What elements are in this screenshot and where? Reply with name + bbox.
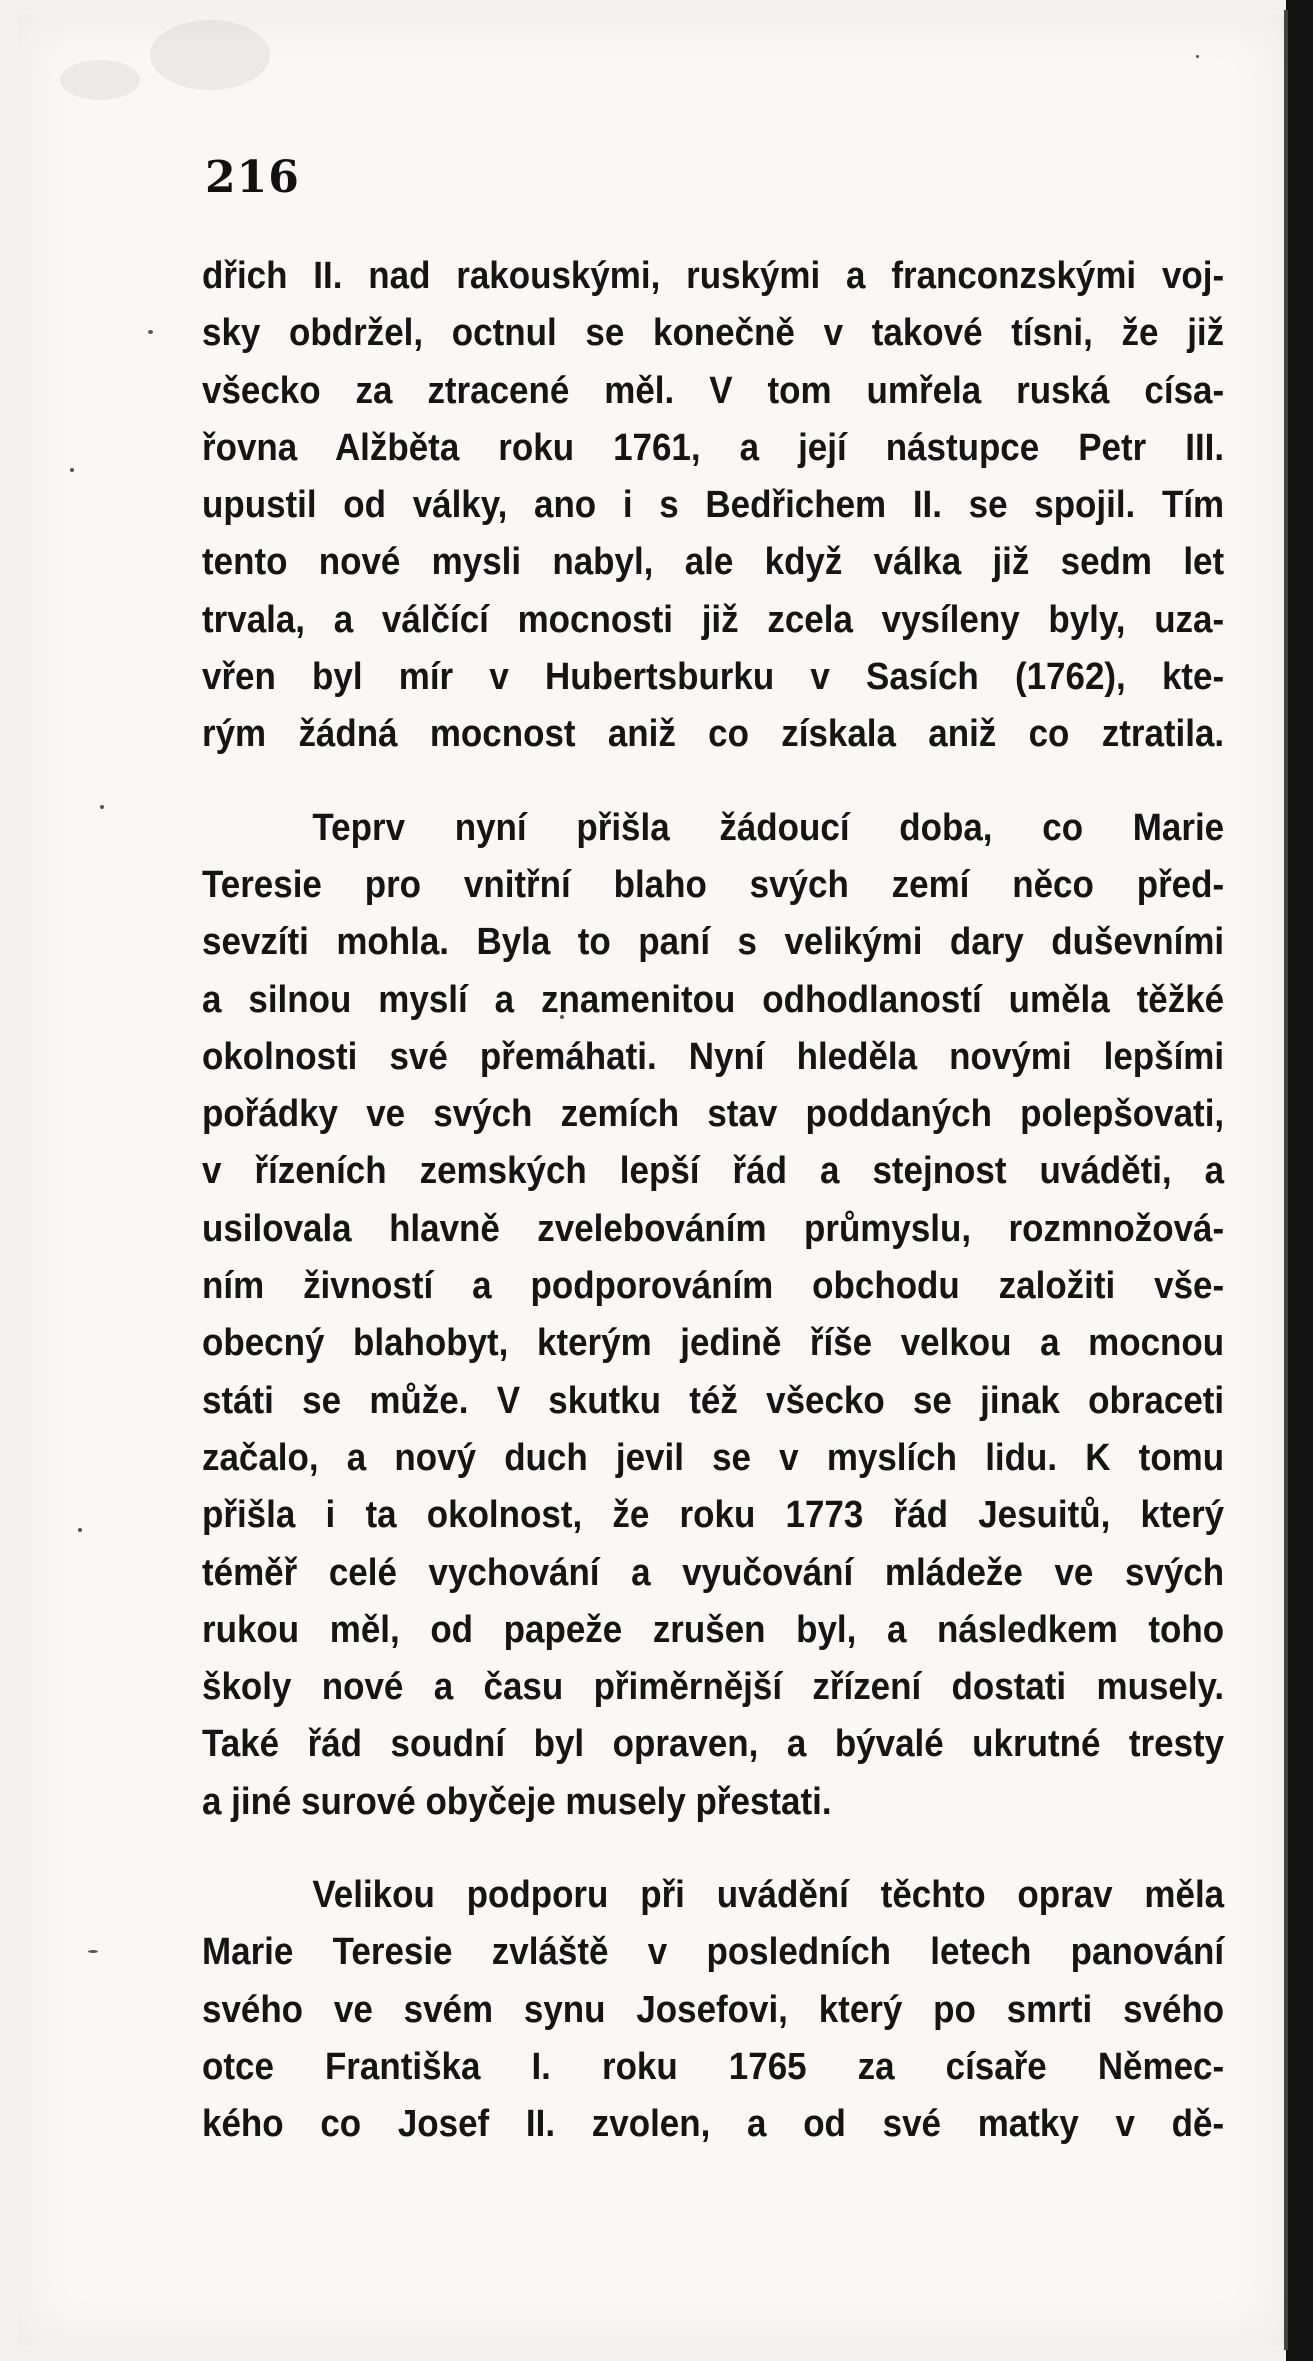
paragraph-3 <box>202 1867 1224 2153</box>
page-smudge <box>150 20 270 90</box>
text-line: v řízeních zemských lepší řád a stejnost uváděti, a <box>202 1150 1225 1193</box>
paper-speck <box>78 1528 82 1532</box>
text-line: usilovala hlavně zvelebováním průmyslu, rozmnožová- <box>202 1207 1225 1250</box>
text-line: dřich II. nad rakouskými, ruskými a franconzskými voj- <box>202 255 1225 297</box>
page-edge-line <box>1284 10 1288 2350</box>
text-line: školy nové a času přiměrnější zřízení dostati musely. <box>202 1666 1225 1709</box>
text-line: okolnosti své přemáhati. Nyní hleděla novými lepšími <box>202 1035 1225 1078</box>
text-line: sky obdržel, octnul se konečně v takové tísni, že již <box>202 312 1225 355</box>
page-smudge <box>60 60 140 100</box>
paragraph-2 <box>202 800 1224 1831</box>
text-line: kého co Josef II. zvolen, a od své matky v dě- <box>202 2103 1225 2146</box>
text-line: Marie Teresie zvláště v posledních letech panování <box>202 1931 1225 1974</box>
text-line: trvala, a válčící mocnosti již zcela vysíleny byly, uza- <box>202 598 1225 641</box>
text-line: svého ve svém synu Josefovi, který po smrti svého <box>202 1988 1225 2031</box>
text-line: Velikou podporu při uvádění těchto oprav měla <box>312 1874 1225 1917</box>
text-line: všecko za ztracené měl. V tom umřela ruská císa- <box>202 369 1225 412</box>
paragraph-1 <box>202 248 1224 764</box>
page-edge-shadow <box>1286 0 1313 2361</box>
text-line: otce Františka I. roku 1765 za císaře Němec- <box>202 2045 1225 2088</box>
text-line: a silnou myslí a znamenitou odhodlaností uměla těžké <box>202 978 1225 1021</box>
text-line: vřen byl mír v Hubertsburku v Sasích (1762), kte- <box>202 656 1225 699</box>
text-line: obecný blahobyt, kterým jedině říše velkou a mocnou <box>202 1322 1225 1365</box>
paper-speck <box>1196 55 1199 58</box>
text-line: tento nové mysli nabyl, ale když válka již sedm let <box>202 541 1225 584</box>
paper-speck <box>70 468 74 472</box>
text-line: rým žádná mocnost aniž co získala aniž co ztratila. <box>202 713 1225 756</box>
paper-speck <box>148 330 153 334</box>
text-line: a jiné surové obyčeje musely přestati. <box>202 1780 832 1823</box>
page-number: 216 <box>205 152 300 203</box>
text-line: upustil od války, ano i s Bedřichem II. se spojil. Tím <box>202 484 1225 527</box>
text-line: řovna Alžběta roku 1761, a její nástupce Petr III. <box>202 426 1225 469</box>
text-line: téměř celé vychování a vyučování mládeže ve svých <box>202 1551 1225 1594</box>
paper-speck <box>100 805 104 809</box>
body-text <box>202 248 1224 2154</box>
text-line: sevzíti mohla. Byla to paní s velikými dary duševními <box>202 921 1225 964</box>
text-line: Také řád soudní byl opraven, a bývalé ukrutné tresty <box>202 1723 1225 1766</box>
text-line: přišla i ta okolnost, že roku 1773 řád Jesuitů, který <box>202 1494 1225 1537</box>
text-line: pořádky ve svých zemích stav poddaných polepšovati, <box>202 1093 1225 1136</box>
text-line: ním živností a podporováním obchodu založiti vše- <box>202 1265 1225 1308</box>
text-line: Teprv nyní přišla žádoucí doba, co Marie <box>312 806 1225 849</box>
paper-speck <box>88 1950 98 1953</box>
text-line: rukou měl, od papeže zrušen byl, a následkem toho <box>202 1608 1225 1651</box>
text-line: začalo, a nový duch jevil se v myslích lidu. K tomu <box>202 1436 1225 1479</box>
text-line: Teresie pro vnitřní blaho svých zemí něco před- <box>202 863 1225 906</box>
text-line: státi se může. V skutku též všecko se jinak obraceti <box>202 1379 1225 1422</box>
